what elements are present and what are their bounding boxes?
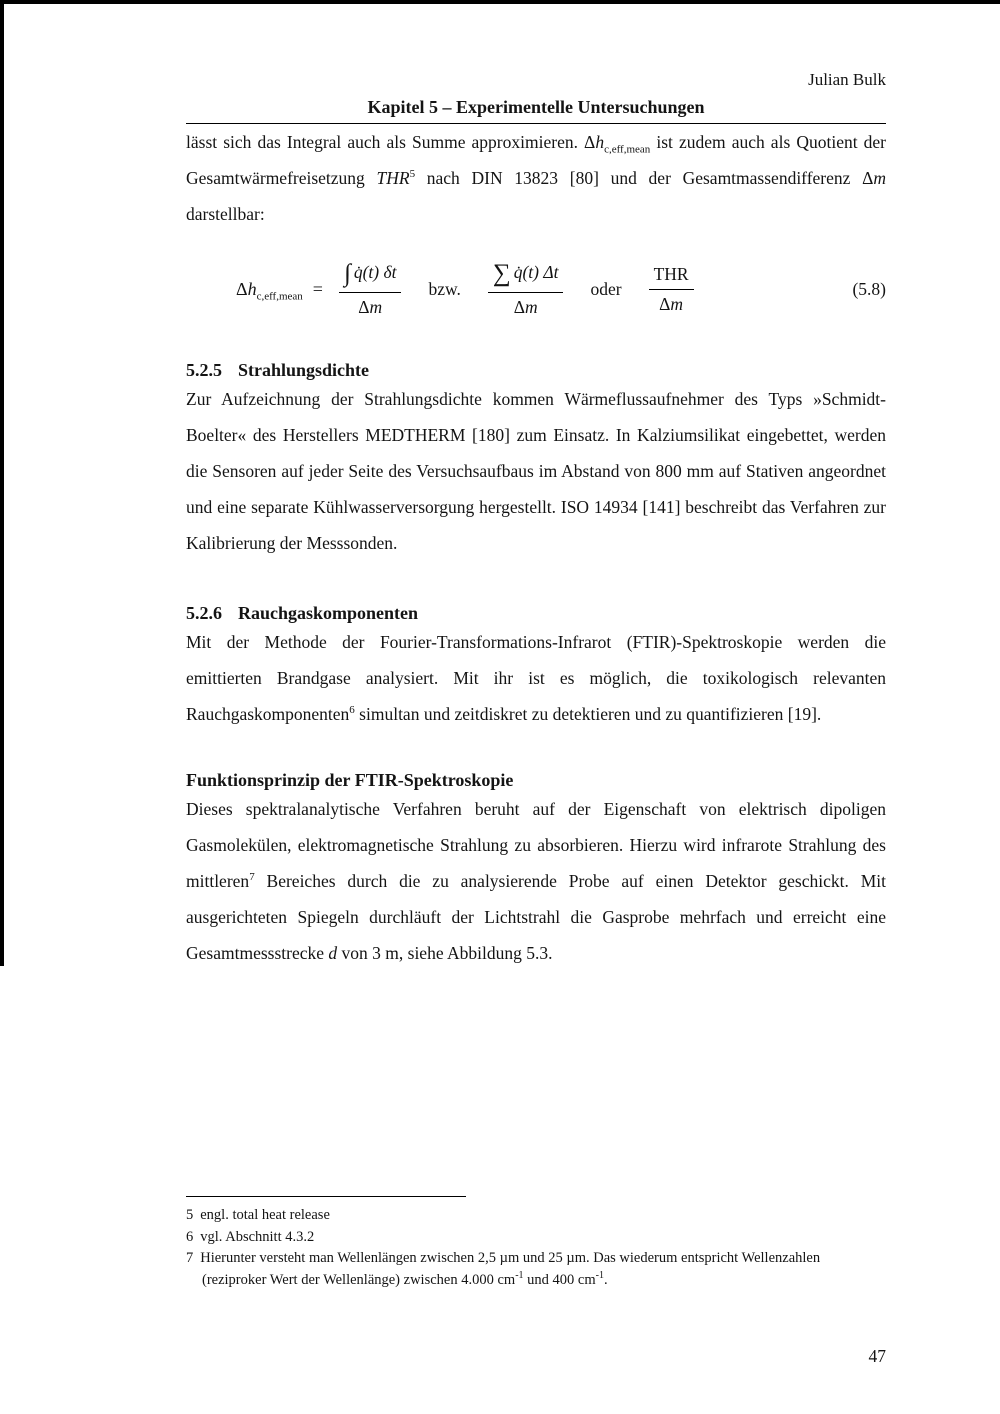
- footnote-number: 7: [186, 1250, 194, 1266]
- math-subscript: c,eff,mean: [256, 290, 303, 303]
- math-delta: Δ: [358, 297, 370, 317]
- math-var: m: [873, 168, 886, 188]
- text-run: Dieses spektralanalytische Verfahren beruht auf der Eigenschaft von elektrisch dipoligen Gasmolekülen, elektromagnetische Strahlung zu absorbieren. Hierzu wird infrarote Strahlung des mittleren: [186, 799, 886, 891]
- math-expression: q̇(t) δt: [353, 262, 397, 282]
- math-delta: Δ: [659, 293, 671, 314]
- superscript: -1: [515, 1269, 524, 1281]
- fraction-denominator: [488, 292, 564, 318]
- fraction-numerator: [339, 260, 402, 292]
- math-var: h: [595, 132, 605, 152]
- footnote-text: und 400 cm: [523, 1271, 596, 1288]
- text-run: ist zudem auch als Quotient der Gesamtwärmefreisetzung: [186, 132, 886, 188]
- footnote-marker-7-ref: 7: [249, 871, 255, 884]
- section-number: 5.2.5: [186, 360, 222, 380]
- section-number: 5.2.6: [186, 603, 222, 623]
- page-edge-left: [0, 0, 4, 966]
- footnote-text: Hierunter versteht man Wellenlängen zwischen 2,5 µm und 25 µm. Das wiederum entspricht Wellenzahlen (reziproker Wert der Wellenlänge) zwischen 4.000 cm: [200, 1250, 821, 1288]
- math-delta: Δ: [584, 132, 596, 152]
- fraction-integral: [339, 260, 402, 318]
- text-run: simultan und zeitdiskret zu detektieren und zu quantifizieren [19].: [354, 704, 822, 724]
- equation-conjunction-bzw: bzw.: [428, 278, 461, 299]
- equation-number: (5.8): [852, 278, 886, 299]
- sum-operator: ∑: [492, 260, 511, 287]
- section-heading-526: [186, 603, 886, 624]
- math-var: m: [670, 293, 684, 314]
- paragraph-strahlungsdichte: Zur Aufzeichnung der Strahlungsdichte kommen Wärmeflussaufnehmer des Typs »Schmidt-Boelter« des Herstellers MEDTHERM [180] zum Einsatz. In Kalziumsilikat eingebettet, werden die Sensoren auf jeder Seite des Versuchsaufbaus im Abstand von 800 mm auf Stativen angeordnet und eine separate Kühlwasserversorgung hergestellt. ISO 14934 [141] beschreibt das Verfahren zur Kalibrierung der Messsonden.: [186, 389, 886, 553]
- math-delta: Δ: [236, 278, 248, 299]
- fraction-sum: [488, 260, 564, 318]
- math-var: h: [247, 278, 257, 299]
- footnote-text: .: [603, 1271, 608, 1288]
- math-thr: THR: [376, 168, 410, 188]
- footnote-6: [186, 1227, 886, 1249]
- footnote-7: [186, 1248, 886, 1291]
- text-run: von 3 m, siehe Abbildung 5.3.: [337, 943, 553, 963]
- footnote-rule: [186, 1196, 466, 1197]
- footnote-number: 5: [186, 1207, 194, 1223]
- footnote-text: vgl. Abschnitt 4.3.2: [200, 1228, 315, 1245]
- integral-operator: ∫: [343, 260, 351, 287]
- text-run: Mit der Methode der Fourier-Transformations-Infrarot (FTIR)-Spektroskopie werden die emittierten Brandgase analysiert. Mit ihr ist es möglich, die toxikologisch relevanten Rauchgaskomponenten: [186, 632, 886, 724]
- equation-5-8: [236, 260, 886, 318]
- math-var: m: [524, 297, 538, 317]
- text-run: lässt sich das Integral auch als Summe approximieren.: [186, 132, 585, 152]
- text-run: darstellbar:: [186, 204, 265, 224]
- math-delta: Δ: [862, 168, 874, 188]
- equation-lhs: [236, 278, 323, 303]
- footnote-marker-6-ref: 6: [349, 704, 355, 717]
- math-subscript: c,eff,mean: [604, 143, 651, 156]
- fraction-denominator: [649, 289, 694, 315]
- fraction-denominator: [339, 292, 402, 318]
- math-var: m: [369, 297, 383, 317]
- fraction-numerator: THR: [653, 263, 689, 284]
- fraction-numerator: [488, 260, 564, 292]
- subheading-funktionsprinzip: Funktionsprinzip der FTIR-Spektroskopie: [186, 770, 514, 790]
- footnotes-block: [186, 1196, 886, 1291]
- equation-conjunction-oder: oder: [590, 278, 622, 299]
- text-run: Bereiches durch die zu analysierende Probe auf einen Detektor geschickt. Mit ausgerichteten Spiegeln durchläuft der Lichtstrahl die Gasprobe mehrfach und erreicht eine Gesamtmessstrecke: [186, 871, 886, 963]
- section-heading-525: [186, 360, 886, 381]
- footnote-text: engl. total heat release: [200, 1207, 330, 1223]
- chapter-header: Kapitel 5 – Experimentelle Untersuchungen: [367, 97, 705, 117]
- text-run: nach DIN 13823 [80] und der Gesamtmassendifferenz: [415, 168, 863, 188]
- math-var-d: d: [328, 943, 338, 963]
- footnote-5: [186, 1205, 886, 1227]
- section-title: Strahlungsdichte: [238, 360, 370, 380]
- math-delta: Δ: [513, 297, 525, 317]
- page-number: 47: [868, 1346, 886, 1366]
- superscript: -1: [595, 1269, 604, 1281]
- paragraph-ftir-prinzip: [186, 791, 886, 971]
- fraction-thr: [649, 264, 694, 315]
- equals-sign: =: [312, 278, 323, 299]
- intro-paragraph: [186, 124, 886, 232]
- text-block: [186, 0, 886, 1414]
- section-title: Rauchgaskomponenten: [238, 603, 419, 623]
- author-name: Julian Bulk: [808, 70, 886, 89]
- paragraph-rauchgaskomponenten: [186, 624, 886, 732]
- footnote-marker-5-ref: 5: [409, 168, 416, 181]
- math-expression: q̇(t) Δt: [513, 262, 559, 282]
- footnote-number: 6: [186, 1228, 194, 1245]
